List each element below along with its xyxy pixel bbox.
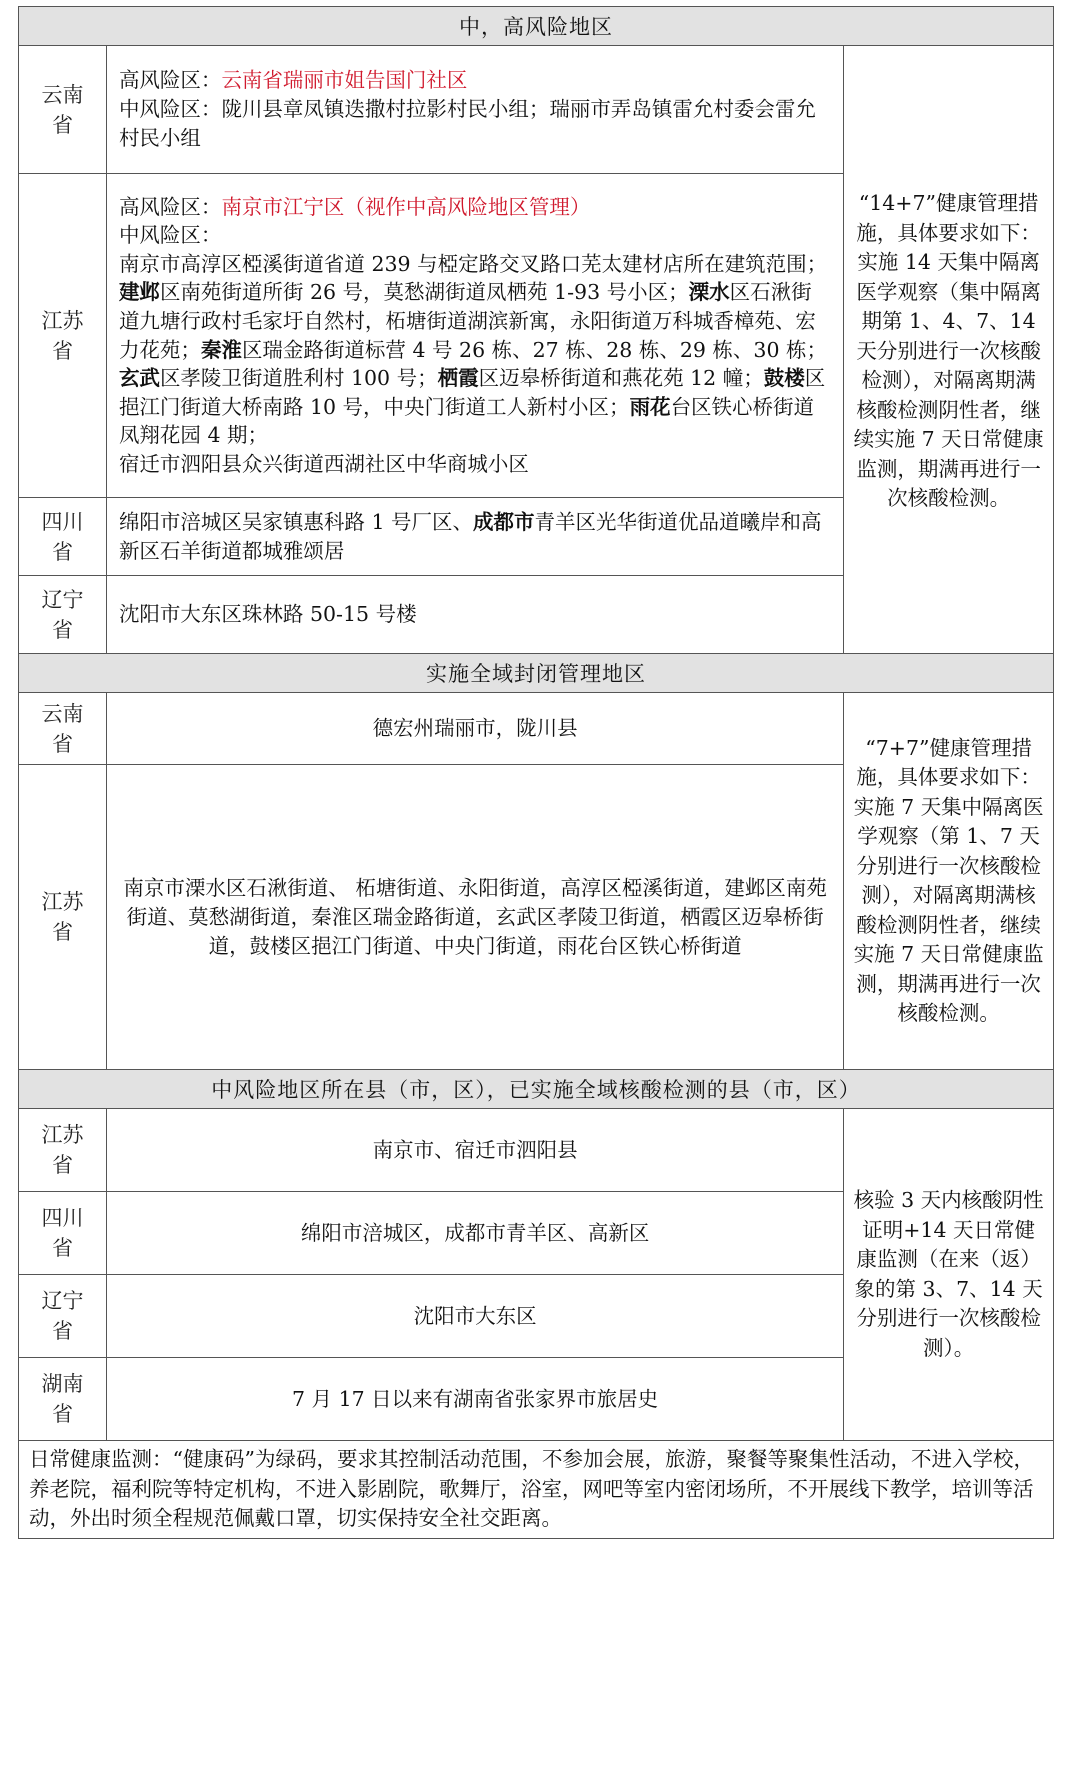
province-hunan bbox=[19, 1358, 107, 1441]
sichuan-area-part1: 绵阳市涪城区吴家镇惠科路 1 号厂区、 bbox=[118, 509, 474, 534]
province-liaoning bbox=[19, 576, 107, 654]
county-area: 沈阳市大东区 bbox=[106, 1275, 843, 1358]
sichuan-risk-areas bbox=[106, 498, 843, 576]
province-label: 江苏省 bbox=[41, 890, 84, 944]
measure-text: “14+7”健康管理措施，具体要求如下：实施 14 天集中隔离医学观察（集中隔离期第 1、4、7、14 天分别进行一次核酸检测），对隔离期满核酸检测阴性者，继续实施 7 天日常健康监测，期满再进行一次核酸检测。 bbox=[853, 191, 1044, 511]
province-yunnan bbox=[19, 693, 107, 765]
jiangsu-high-risk bbox=[119, 193, 831, 222]
measure-7-7 bbox=[844, 693, 1054, 1070]
risk-area-table-container bbox=[18, 6, 1054, 1539]
measure-3-14 bbox=[844, 1109, 1054, 1441]
district-text: 区孝陵卫街道胜利村 100 号； bbox=[159, 366, 438, 391]
province-label: 四川省 bbox=[41, 1206, 84, 1260]
district-bold: 建邺 bbox=[118, 280, 160, 305]
sichuan-area-part2: 青羊区光华街道优品道曦岸和高新区石羊街道都城雅颂居 bbox=[118, 509, 822, 563]
yunnan-mid-risk bbox=[119, 95, 831, 153]
province-label: 辽宁省 bbox=[41, 587, 84, 642]
section-header-risk-areas: 中，高风险地区 bbox=[19, 7, 1054, 46]
province-label: 湖南省 bbox=[41, 1372, 84, 1426]
province-label: 江苏省 bbox=[41, 1123, 84, 1177]
sichuan-area-city: 成都市 bbox=[473, 509, 535, 534]
mid-risk-label: 中风险区： bbox=[118, 223, 222, 248]
mid-risk-value: 陇川县章凤镇迭撒村拉影村民小组；瑞丽市弄岛镇雷允村委会雷允村民小组 bbox=[118, 97, 816, 150]
yunnan-lockdown-area: 德宏州瑞丽市，陇川县 bbox=[106, 693, 843, 765]
yunnan-high-risk bbox=[119, 66, 831, 95]
district-text: 区瑞金路街道标营 4 号 26 栋、27 栋、28 栋、29 栋、30 栋； bbox=[241, 337, 828, 362]
high-risk-label: 高风险区： bbox=[118, 68, 222, 92]
province-label: 辽宁省 bbox=[41, 1289, 84, 1343]
district-text: 南京市高淳区椏溪街道省道 239 与椏定路交叉路口芜太建材店所在建筑范围； bbox=[118, 251, 828, 276]
mid-risk-label: 中风险区： bbox=[118, 97, 222, 121]
province-liaoning bbox=[19, 1275, 107, 1358]
risk-area-table bbox=[18, 6, 1054, 1539]
yunnan-risk-areas bbox=[106, 46, 843, 174]
high-risk-value: 南京市江宁区（视作中高风险地区管理） bbox=[221, 194, 591, 219]
province-sichuan bbox=[19, 498, 107, 576]
district-bold: 鼓楼 bbox=[763, 366, 805, 391]
measure-14-7 bbox=[844, 46, 1054, 654]
district-text: 台区铁心桥街道凤翔花园 4 期； bbox=[118, 394, 815, 448]
province-yunnan bbox=[19, 46, 107, 174]
province-label: 江苏省 bbox=[41, 308, 84, 363]
province-label: 云南省 bbox=[41, 82, 84, 137]
province-sichuan bbox=[19, 1192, 107, 1275]
district-text: 区石湫街道九塘行政村毛家圩自然村，柘塘街道湖滨新寓，永阳街道万科城香樟苑、宏力花苑； bbox=[118, 280, 816, 362]
measure-text: 核验 3 天内核酸阴性证明+14 天日常健康监测（在来（返）象的第 3、7、14 天分别进行一次核酸检测）。 bbox=[853, 1188, 1044, 1360]
jiangsu-mid-risk-list bbox=[119, 250, 831, 450]
district-text: 区南苑街道所街 26 号，莫愁湖街道凤栖苑 1-93 号小区； bbox=[159, 280, 689, 305]
county-area: 南京市、宿迁市泗阳县 bbox=[106, 1109, 843, 1192]
district-bold: 溧水 bbox=[688, 280, 730, 305]
district-bold: 玄武 bbox=[118, 366, 160, 391]
county-area: 绵阳市涪城区，成都市青羊区、高新区 bbox=[106, 1192, 843, 1275]
district-text: 区迈皋桥街道和燕花苑 12 幢； bbox=[478, 366, 764, 391]
jiangsu-suqian-area: 宿迁市泗阳县众兴街道西湖社区中华商城小区 bbox=[118, 451, 529, 476]
high-risk-value: 云南省瑞丽市姐告国门社区 bbox=[221, 68, 468, 92]
province-jiangsu bbox=[19, 765, 107, 1070]
liaoning-risk-area: 沈阳市大东区珠林路 50-15 号楼 bbox=[106, 576, 843, 654]
province-jiangsu bbox=[19, 174, 107, 498]
section-header-lockdown-areas: 实施全域封闭管理地区 bbox=[19, 654, 1054, 693]
county-area: 7 月 17 日以来有湖南省张家界市旅居史 bbox=[106, 1358, 843, 1441]
district-bold: 栖霞 bbox=[437, 366, 479, 391]
measure-text: “7+7”健康管理措施，具体要求如下：实施 7 天集中隔离医学观察（第 1、7 天分别进行一次核酸检测），对隔离期满核酸检测阴性者，继续实施 7 天日常健康监测，期满再进行一次核酸检测。 bbox=[853, 735, 1044, 1025]
district-bold: 雨花 bbox=[629, 394, 671, 419]
province-label: 云南省 bbox=[41, 701, 84, 756]
daily-health-monitoring-note: 日常健康监测：“健康码”为绿码，要求其控制活动范围，不参加会展，旅游，聚餐等聚集性活动，不进入学校，养老院，福利院等特定机构，不进入影剧院，歌舞厅，浴室，网吧等室内密闭场所，不开展线下教学，培训等活动，外出时须全程规范佩戴口罩，切实保持安全社交距离。 bbox=[19, 1441, 1054, 1539]
jiangsu-lockdown-area: 南京市溧水区石湫街道、 柘塘街道、永阳街道，高淳区椏溪街道，建邺区南苑街道、莫愁湖街道，秦淮区瑞金路街道，玄武区孝陵卫街道，栖霞区迈皋桥街道，鼓楼区挹江门街道、中央门街道，雨花台区铁心桥街道 bbox=[106, 765, 843, 1070]
province-jiangsu bbox=[19, 1109, 107, 1192]
province-label: 四川省 bbox=[41, 509, 84, 564]
high-risk-label: 高风险区： bbox=[118, 194, 222, 219]
section-header-county-testing: 中风险地区所在县（市，区），已实施全域核酸检测的县（市，区） bbox=[19, 1070, 1054, 1109]
district-bold: 秦淮 bbox=[200, 337, 242, 362]
jiangsu-risk-areas bbox=[106, 174, 843, 498]
district-text: 区挹江门街道大桥南路 10 号，中央门街道工人新村小区； bbox=[118, 366, 826, 419]
